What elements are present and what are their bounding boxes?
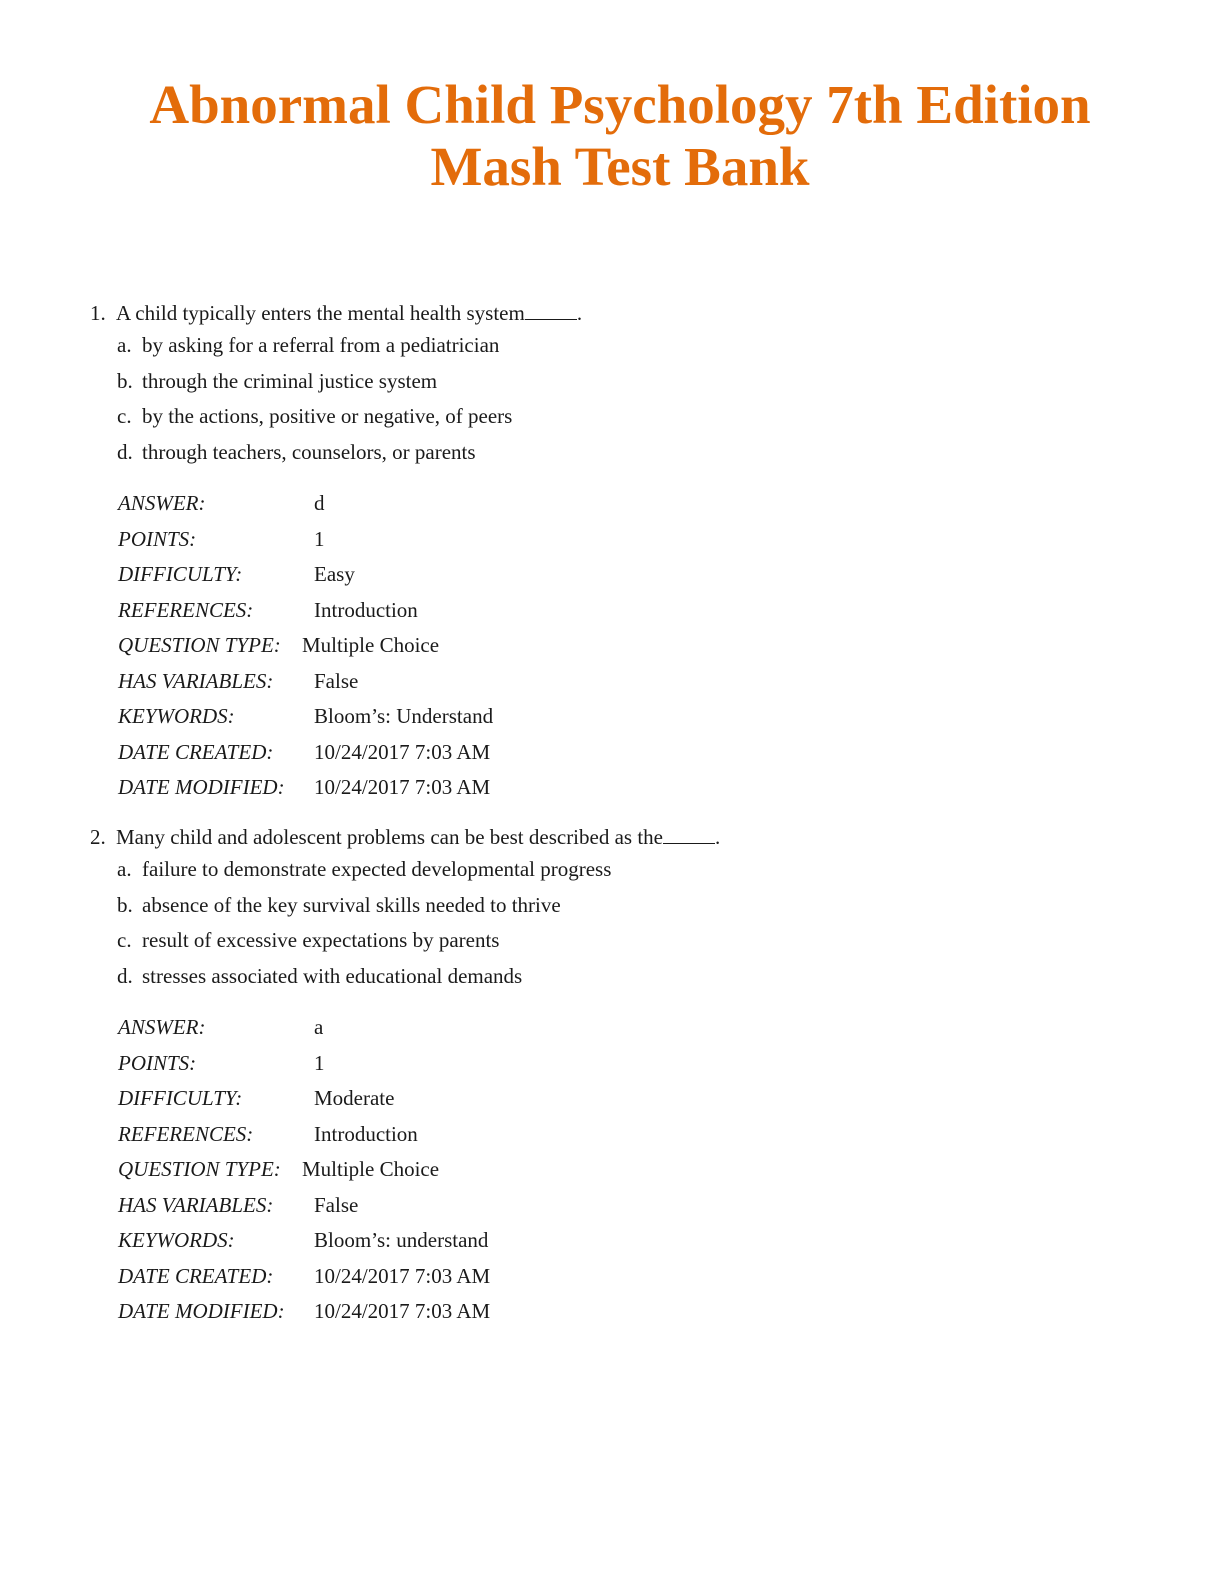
meta-label: HAS VARIABLES:	[118, 668, 274, 693]
meta-label: DIFFICULTY:	[118, 562, 243, 586]
meta-label: DIFFICULTY:	[118, 1086, 243, 1110]
meta-value: a	[314, 1015, 324, 1039]
option-text: through teachers, counselors, or parents	[142, 439, 476, 464]
option-c	[0, 401, 1224, 437]
option-text: result of excessive expectations by parents	[142, 928, 500, 952]
meta-keywords	[0, 1225, 1224, 1261]
meta-label: DATE MODIFIED:	[118, 775, 285, 799]
option-text: failure to demonstrate expected developmental progress	[142, 857, 612, 881]
question-text-content: Many child and adolescent problems can be best described as the	[116, 825, 663, 849]
meta-label: REFERENCES:	[118, 597, 254, 622]
option-d	[0, 961, 1224, 997]
option-b	[0, 366, 1224, 402]
option-c	[0, 925, 1224, 961]
meta-points	[0, 1048, 1224, 1084]
meta-label: DATE MODIFIED:	[118, 1299, 285, 1323]
meta-label: HAS VARIABLES:	[118, 1192, 274, 1217]
question-text-content: A child typically enters the mental health system	[116, 301, 525, 325]
meta-label: DATE CREATED:	[118, 739, 274, 764]
option-text: through the criminal justice system	[142, 368, 438, 393]
answer-options	[0, 854, 1224, 996]
meta-value: Introduction	[314, 1121, 418, 1146]
meta-value: Bloom’s: understand	[314, 1228, 489, 1252]
question-2	[0, 822, 1224, 1332]
meta-value: False	[314, 668, 359, 693]
option-letter: b.	[117, 368, 133, 393]
meta-value: 1	[314, 1050, 325, 1075]
meta-value: Introduction	[314, 597, 418, 622]
option-a	[0, 854, 1224, 890]
meta-label: ANSWER:	[118, 1015, 206, 1039]
option-letter: c.	[117, 928, 132, 952]
meta-value: 10/24/2017 7:03 AM	[314, 1299, 491, 1323]
option-letter: b.	[117, 892, 133, 917]
meta-label: DATE CREATED:	[118, 1263, 274, 1288]
meta-points	[0, 524, 1224, 560]
option-text: stresses associated with educational demands	[142, 963, 523, 988]
meta-date-modified	[0, 1296, 1224, 1332]
option-letter: a.	[117, 333, 132, 357]
question-number: 2.	[90, 825, 106, 849]
question-stem	[0, 822, 1224, 854]
meta-label: KEYWORDS:	[118, 704, 235, 728]
meta-answer	[0, 488, 1224, 524]
option-text: absence of the key survival skills needed to thrive	[142, 892, 561, 917]
meta-value: d	[314, 491, 325, 515]
meta-label: QUESTION TYPE:	[118, 633, 281, 657]
meta-value: 10/24/2017 7:03 AM	[314, 739, 491, 764]
option-text: by the actions, positive or negative, of peers	[142, 404, 513, 428]
question-text	[116, 822, 720, 852]
meta-has-variables	[0, 1190, 1224, 1226]
question-1	[0, 298, 1224, 808]
meta-date-modified	[0, 772, 1224, 808]
meta-value: 10/24/2017 7:03 AM	[314, 775, 491, 799]
question-metadata	[0, 488, 1224, 808]
question-text-end: .	[576, 301, 583, 325]
meta-date-created	[0, 737, 1224, 773]
title-line-1: Abnormal Child Psychology 7th Edition	[149, 74, 1091, 135]
option-b	[0, 890, 1224, 926]
meta-keywords	[0, 701, 1224, 737]
question-text-end: .	[714, 825, 721, 849]
option-a	[0, 330, 1224, 366]
meta-has-variables	[0, 666, 1224, 702]
meta-label: REFERENCES:	[118, 1121, 254, 1146]
meta-label: KEYWORDS:	[118, 1228, 235, 1252]
option-letter: d.	[117, 963, 133, 988]
meta-difficulty	[0, 1083, 1224, 1119]
option-letter: d.	[117, 439, 133, 464]
document-title	[0, 74, 1224, 198]
option-letter: a.	[117, 857, 132, 881]
meta-value: Easy	[314, 562, 355, 586]
meta-references	[0, 595, 1224, 631]
question-text	[116, 298, 582, 328]
meta-value: Multiple Choice	[302, 633, 440, 657]
meta-difficulty	[0, 559, 1224, 595]
meta-value: 10/24/2017 7:03 AM	[314, 1263, 491, 1288]
meta-answer	[0, 1012, 1224, 1048]
answer-blank	[525, 301, 577, 320]
option-letter: c.	[117, 404, 132, 428]
answer-options	[0, 330, 1224, 472]
meta-question-type	[0, 630, 1224, 666]
option-text: by asking for a referral from a pediatrician	[142, 333, 500, 357]
meta-date-created	[0, 1261, 1224, 1297]
title-line-2: Mash Test Bank	[430, 136, 810, 197]
question-stem	[0, 298, 1224, 330]
meta-label: QUESTION TYPE:	[118, 1157, 281, 1181]
meta-label: POINTS:	[118, 526, 197, 551]
meta-value: Multiple Choice	[302, 1157, 440, 1181]
meta-value: Bloom’s: Understand	[314, 704, 494, 728]
meta-label: POINTS:	[118, 1050, 197, 1075]
meta-question-type	[0, 1154, 1224, 1190]
answer-blank	[663, 825, 715, 844]
question-number: 1.	[90, 301, 106, 325]
meta-value: Moderate	[314, 1086, 395, 1110]
meta-value: 1	[314, 526, 325, 551]
question-metadata	[0, 1012, 1224, 1332]
meta-label: ANSWER:	[118, 491, 206, 515]
meta-references	[0, 1119, 1224, 1155]
option-d	[0, 437, 1224, 473]
meta-value: False	[314, 1192, 359, 1217]
